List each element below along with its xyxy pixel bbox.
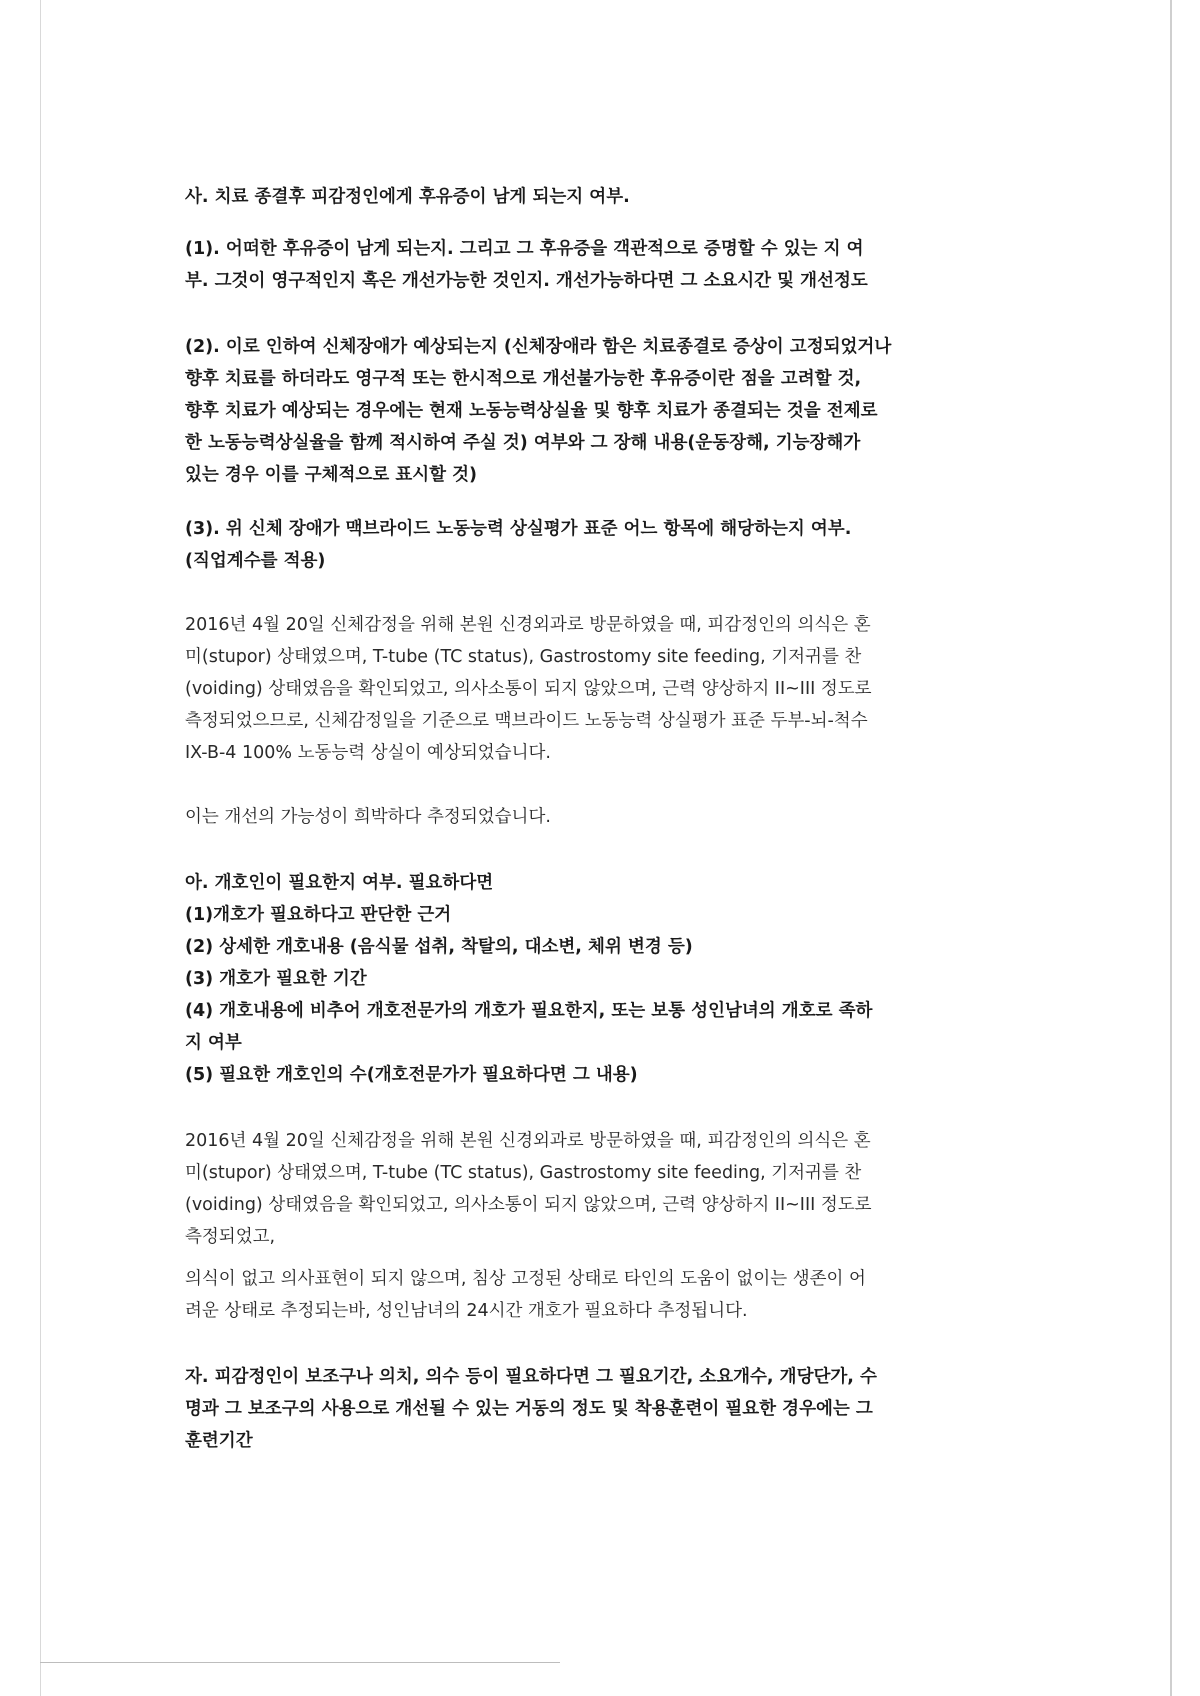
section-ja-heading-line: 자. 피감정인이 보조구나 의치, 의수 등이 필요하다면 그 필요기간, 소요개수, 개당단가, 수	[185, 1367, 877, 1387]
section-sa-q2-line: 있는 경우 이를 구체적으로 표시할 것)	[185, 465, 478, 485]
section-a-answer-line: 의식이 없고 의사표현이 되지 않으며, 침상 고정된 상태로 타인의 도움이 없이는 생존이 어	[185, 1269, 866, 1289]
section-sa-q2-line: 향후 치료가 예상되는 경우에는 현재 노동능력상실율 및 향후 치료가 종결되는 것을 전제로	[185, 401, 878, 421]
section-sa-answer-line: IX-B-4 100% 노동능력 상실이 예상되었습니다.	[185, 743, 551, 763]
section-sa-answer-line: 2016년 4월 20일 신체감정을 위해 본원 신경외과로 방문하였을 때, 피감정인의 의식은 혼	[185, 615, 871, 635]
section-a-answer-line: 려운 상태로 추정되는바, 성인남녀의 24시간 개호가 필요하다 추정됩니다.	[185, 1301, 748, 1321]
page-edge-left	[40, 0, 41, 1696]
section-a-answer-line: 2016년 4월 20일 신체감정을 위해 본원 신경외과로 방문하였을 때, 피감정인의 의식은 혼	[185, 1131, 871, 1151]
section-a-item: (2) 상세한 개호내용 (음식물 섭취, 착탈의, 대소변, 체위 변경 등)	[185, 937, 693, 957]
page-edge-bottom	[40, 1662, 560, 1663]
section-ja-heading-line: 명과 그 보조구의 사용으로 개선될 수 있는 거동의 정도 및 착용훈련이 필요한 경우에는 그	[185, 1399, 873, 1419]
section-a-item: (5) 필요한 개호인의 수(개호전문가가 필요하다면 그 내용)	[185, 1065, 638, 1085]
section-sa-answer-conclusion: 이는 개선의 가능성이 희박하다 추정되었습니다.	[185, 807, 551, 827]
page-edge-right	[1170, 0, 1172, 1696]
section-sa-answer-line: 측정되었으므로, 신체감정일을 기준으로 맥브라이드 노동능력 상실평가 표준 두부-뇌-척수	[185, 711, 868, 731]
section-sa-q1-line: (1). 어떠한 후유증이 남게 되는지. 그리고 그 후유증을 객관적으로 증명할 수 있는 지 여	[185, 239, 864, 259]
section-sa-q2-line: (2). 이로 인하여 신체장애가 예상되는지 (신체장애라 함은 치료종결로 증상이 고정되었거나	[185, 337, 892, 357]
section-a-heading: 아. 개호인이 필요한지 여부. 필요하다면	[185, 873, 494, 893]
section-sa-q3-line: (3). 위 신체 장애가 맥브라이드 노동능력 상실평가 표준 어느 항목에 해당하는지 여부.	[185, 519, 852, 539]
section-a-answer-line: 측정되었고,	[185, 1227, 276, 1247]
section-ja-heading-line: 훈련기간	[185, 1431, 253, 1451]
section-a-item: (3) 개호가 필요한 기간	[185, 969, 367, 989]
section-sa-answer-line: 미(stupor) 상태였으며, T-tube (TC status), Gastrostomy site feeding, 기저귀를 찬	[185, 647, 862, 667]
section-sa-heading: 사. 치료 종결후 피감정인에게 후유증이 남게 되는지 여부.	[185, 187, 630, 207]
section-a-answer-line: 미(stupor) 상태였으며, T-tube (TC status), Gastrostomy site feeding, 기저귀를 찬	[185, 1163, 862, 1183]
section-a-item: 지 여부	[185, 1033, 242, 1053]
section-sa-q2-line: 한 노동능력상실율을 함께 적시하여 주실 것) 여부와 그 장해 내용(운동장해, 기능장해가	[185, 433, 861, 453]
section-sa-q1-line: 부. 그것이 영구적인지 혹은 개선가능한 것인지. 개선가능하다면 그 소요시간 및 개선정도	[185, 271, 868, 291]
section-sa-q3-line: (직업계수를 적용)	[185, 551, 326, 571]
section-sa-answer-line: (voiding) 상태였음을 확인되었고, 의사소통이 되지 않았으며, 근력 양상하지 II~III 정도로	[185, 679, 872, 699]
section-a-answer-line: (voiding) 상태였음을 확인되었고, 의사소통이 되지 않았으며, 근력 양상하지 II~III 정도로	[185, 1195, 872, 1215]
section-a-item: (1)개호가 필요하다고 판단한 근거	[185, 905, 452, 925]
section-sa-q2-line: 향후 치료를 하더라도 영구적 또는 한시적으로 개선불가능한 후유증이란 점을 고려할 것,	[185, 369, 862, 389]
section-a-item: (4) 개호내용에 비추어 개호전문가의 개호가 필요한지, 또는 보통 성인남녀의 개호로 족하	[185, 1001, 873, 1021]
